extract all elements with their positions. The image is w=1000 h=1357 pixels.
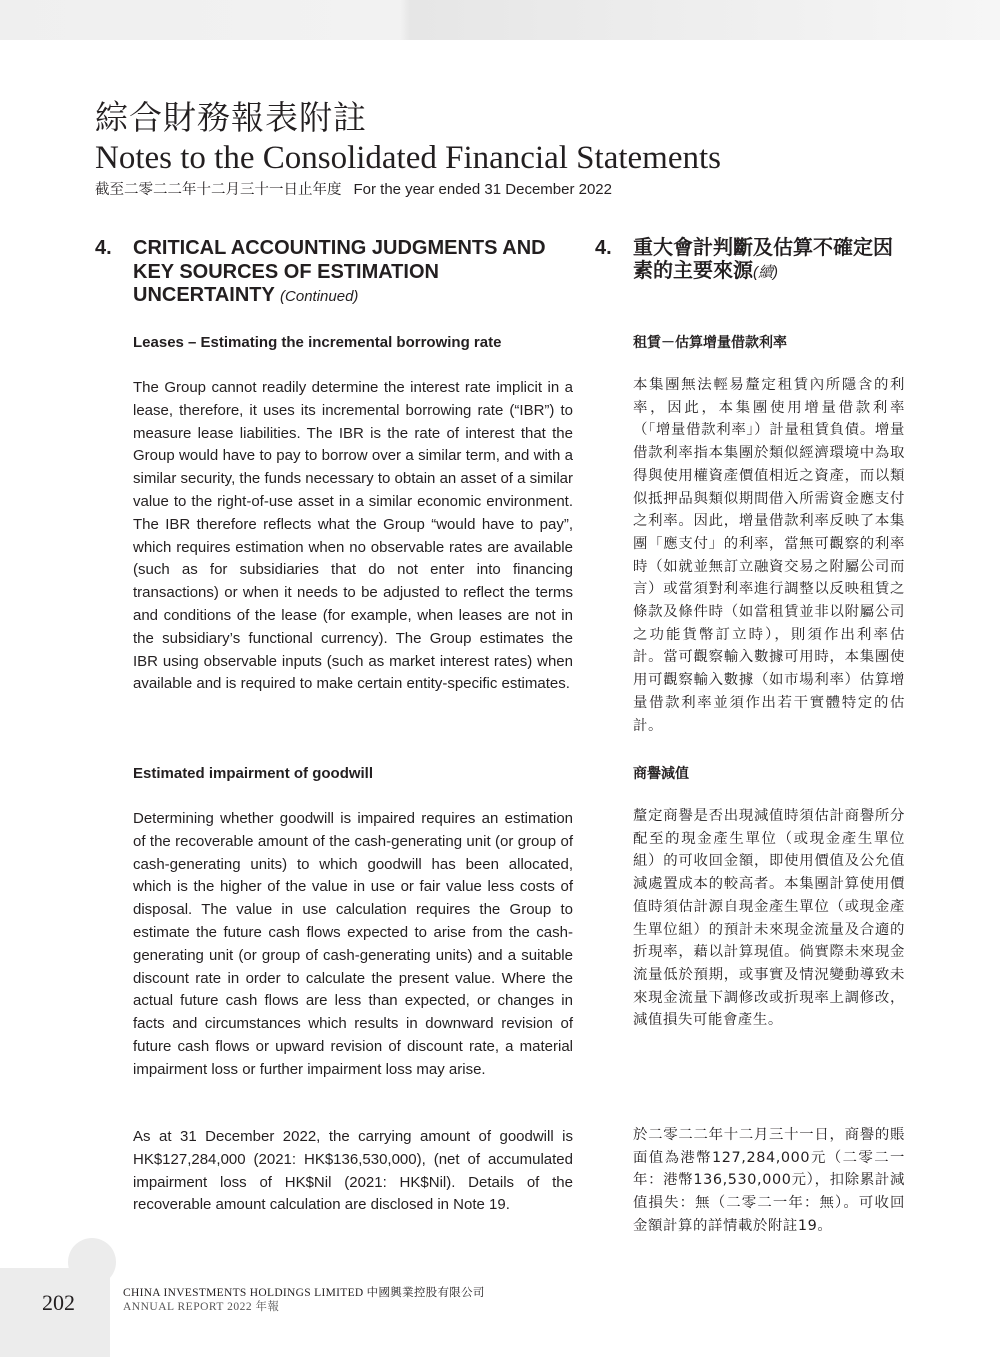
- period-en: For the year ended 31 December 2022: [353, 181, 612, 198]
- chinese-column: [595, 237, 907, 284]
- section-number-en: 4.: [95, 237, 112, 259]
- section-heading-en: [95, 237, 573, 309]
- goodwill-heading-block-en: [133, 765, 573, 782]
- section-title-en: CRITICAL ACCOUNTING JUDGMENTS AND KEY SOURCES OF ESTIMATION UNCERTAINTY: [133, 237, 546, 306]
- leases-text-block-en: [133, 377, 573, 696]
- page-number: 202: [42, 1290, 75, 1315]
- goodwill-heading-cn: 商譽減值: [633, 766, 689, 782]
- period-cn: 截至二零二二年十二月三十一日止年度: [95, 182, 342, 198]
- period-subtitle: [95, 180, 612, 200]
- page-title-en: Notes to the Consolidated Financial Statements: [95, 140, 721, 176]
- goodwill-amount-block-cn: [633, 1124, 905, 1238]
- footer-report-name: ANNUAL REPORT 2022 年報: [123, 1301, 280, 1313]
- goodwill-amount-paragraph-en: As at 31 December 2022, the carrying amount of goodwill is HK$127,284,000 (2021: HK$136,530,000), (net of accumulated impairment loss of HK$Nil (2021: HK$Nil). Details of the recoverable amount calculation are disclosed in Note 19.: [133, 1128, 573, 1214]
- continued-label-en: (Continued): [280, 288, 359, 305]
- goodwill-paragraph-cn: 釐定商譽是否出現減值時須估計商譽所分配至的現金產生單位（或現金產生單位組）的可收回金額，即使用價值及公允值減處置成本的較高者。本集團計算使用價值時須估計源自現金產生單位（或現金產生單位組）的預計未來現金流量及合適的折現率，藉以計算現值。倘實際未來現金流量低於預期，或事實及情況變動導致未來現金流量下調修改或折現率上調修改，減值損失可能會產生。: [633, 808, 905, 1029]
- goodwill-text-block-cn: [633, 805, 905, 1032]
- leases-paragraph-en: The Group cannot readily determine the interest rate implicit in a lease, therefore, it uses its incremental borrowing rate (“IBR”) to measure lease liabilities. The IBR is the rate of interest that the Group would have to pay to borrow over a similar term, and with a similar security, the funds necessary to obtain an asset of a similar value to the right-of-use asset in a similar economic environment. The IBR therefore reflects what the Group “would have to pay”, which requires estimation when no observable rates are available (such as for subsidiaries that do not enter into financing transactions) or when it needs to be adjusted to reflect the terms and conditions of the lease (for example, when leases are not in the subsidiary’s functional currency). The Group estimates the IBR using observable inputs (such as market interest rates) when available and is required to make certain entity-specific estimates.: [133, 379, 573, 693]
- goodwill-heading-block-cn: [633, 763, 905, 783]
- page-title-cn: 綜合財務報表附註: [95, 98, 367, 137]
- goodwill-heading-en: Estimated impairment of goodwill: [133, 765, 374, 782]
- leases-text-block-cn: [633, 374, 905, 737]
- goodwill-paragraph-en: Determining whether goodwill is impaired requires an estimation of the recoverable amount of the cash-generating unit (or group of cash-generating units) to which goodwill has been allocated, which is the higher of the value in use or fair value less costs of disposal. The value in use calculation requires the Group to estimate the future cash flows expected to arise from the cash-generating unit (or group of cash-generating units) and a suitable discount rate in order to calculate the present value. Where the actual future cash flows are less than expected, or changes in facts and circumstances which results in downward revision of future cash flows or upward revision of discount rate, a material impairment loss or further impairment loss may arise.: [133, 810, 573, 1078]
- section-title-cn: 重大會計判斷及估算不確定因素的主要來源: [633, 237, 893, 282]
- leases-heading-cn: 租賃－估算增量借款利率: [633, 335, 787, 351]
- section-heading-cn: [595, 237, 907, 284]
- leases-heading-block-en: [133, 334, 573, 351]
- goodwill-amount-paragraph-cn: 於二零二二年十二月三十一日，商譽的賬面值為港幣127,284,000元（二零二一年：港幣136,530,000元），扣除累計減值損失：無（二零二一年：無）。可收回金額計算的詳情載於附註19。: [633, 1127, 905, 1234]
- goodwill-amount-block-en: [133, 1126, 573, 1217]
- continued-label-cn: (續): [753, 264, 778, 281]
- leases-heading-en: Leases – Estimating the incremental borrowing rate: [133, 334, 502, 351]
- leases-heading-block-cn: [633, 332, 905, 352]
- section-number-cn: 4.: [595, 237, 612, 259]
- leases-paragraph-cn: 本集團無法輕易釐定租賃內所隱含的利率，因此，本集團使用增量借款利率（「增量借款利率」）計量租賃負債。增量借款利率指本集團於類似經濟環境中為取得與使用權資產價值相近之資產，而以類似抵押品與類似期間借入所需資金應支付之利率。因此，增量借款利率反映了本集團「應支付」的利率，當無可觀察的利率時（如就並無訂立融資交易之附屬公司而言）或當須對利率進行調整以反映租賃之條款及條件時（如當租賃並非以附屬公司之功能貨幣訂立時），則須作出利率估計。當可觀察輸入數據可用時，本集團使用可觀察輸入數據（如市場利率）估算增量借款利率並須作出若干實體特定的估計。: [633, 377, 905, 734]
- english-column: [95, 237, 573, 309]
- goodwill-text-block-en: [133, 808, 573, 1082]
- footer-company-name: CHINA INVESTMENTS HOLDINGS LIMITED 中國興業控股有限公司: [123, 1287, 485, 1299]
- top-decorative-band: [0, 0, 1000, 40]
